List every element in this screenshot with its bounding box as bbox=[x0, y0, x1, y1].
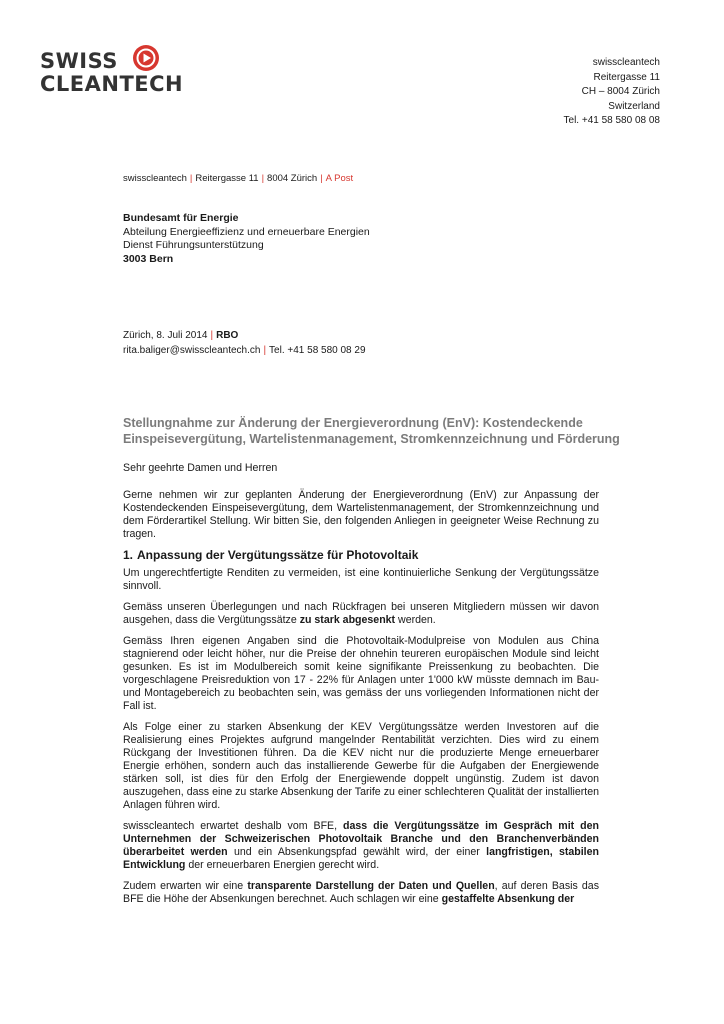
paragraph-6 bbox=[123, 880, 599, 906]
emphasis-run: transparente Darstellung der Daten und Quellen bbox=[247, 880, 495, 892]
return-address-line bbox=[123, 173, 353, 184]
sender-name: swisscleantech bbox=[592, 57, 660, 68]
date-line bbox=[123, 329, 366, 344]
emphasis-run: dass die Vergütungssätze im Gespräch mit den Unternehmen der Schweizerischen Photovoltaik Branche und den Branchenverbänden überarbeitet werden bbox=[123, 820, 599, 858]
emphasis-run: gestaffelte Absenkung der bbox=[441, 893, 575, 905]
initials: RBO bbox=[216, 330, 239, 341]
swiss-cleantech-logo bbox=[40, 50, 183, 96]
separator: | bbox=[320, 173, 323, 184]
separator: | bbox=[210, 330, 214, 341]
text-run: und ein Absenkungspfad gewählt wird, der einer bbox=[227, 846, 487, 858]
contact-phone: Tel. +41 58 580 08 29 bbox=[269, 344, 366, 356]
paragraph-1: Um ungerechtfertigte Renditen zu vermeiden, ist eine kontinuierliche Senkung der Vergütungssätze sinnvoll. bbox=[123, 567, 599, 592]
return-post-type: A Post bbox=[325, 173, 354, 184]
section-number: 1. bbox=[123, 548, 134, 562]
sender-phone: Tel. +41 58 580 08 08 bbox=[563, 115, 660, 126]
separator: | bbox=[263, 344, 267, 356]
paragraph-3: Gemäss Ihren eigenen Angaben sind die Photovoltaik-Modulpreise von Modulen aus China stagnierend oder leicht höher, nur die Preise der ohnehin teureren europäischen Module sind leicht gesunken. Es ist im Modulbereich somit keine signifikante Preissenkung zu beobachten. Die vorgeschlagene Preisreduktion von 17 - 22% für Anlagen unter 1'000 kW müsste demnach im Bau- und Montagebereich zu beobachten sein, was gemäss der uns vorliegenden Informationen nicht der Fall ist. bbox=[123, 635, 599, 712]
text-run: werden. bbox=[395, 614, 436, 626]
date-block bbox=[123, 329, 366, 358]
intro-paragraph: Gerne nehmen wir zur geplanten Änderung der Energieverordnung (EnV) zur Anpassung der Kostendeckenden Einspeisevergütung, dem Wartelistenmanagement, der Stromkennzeichnung und dem Förderartikel Stellung. Wir bitten Sie, den folgenden Anliegen in geeigneter Weise Rechnung zu tragen. bbox=[123, 489, 599, 540]
text-run: , auf deren Basis das BFE die Höhe der Absenkungen berechnet. Auch schlagen wir eine bbox=[123, 880, 599, 905]
logo-line-1: SWISS bbox=[40, 49, 118, 73]
sender-city: CH – 8004 Zürich bbox=[581, 86, 660, 97]
text-run: swisscleantech erwartet deshalb vom BFE, bbox=[123, 820, 344, 832]
separator: | bbox=[189, 173, 193, 184]
section-title: Anpassung der Vergütungssätze für Photovoltaik bbox=[137, 548, 419, 562]
salutation: Sehr geehrte Damen und Herren bbox=[123, 462, 278, 474]
sender-address bbox=[564, 56, 660, 129]
paragraph-2 bbox=[123, 601, 599, 627]
text-run: Gemäss unseren Überlegungen und nach Rückfragen bei unseren Mitgliedern müssen wir davon ausgehen, dass die Vergütungssätze bbox=[123, 601, 599, 626]
separator: | bbox=[261, 173, 265, 184]
paragraph-4: Als Folge einer zu starken Absenkung der KEV Vergütungssätze werden Investoren auf die Realisierung eines Projektes aufgrund mangelnder Rentabilität verzichten. Dies wird zu einem Rückgang der Investitionen führen. Da die KEV nicht nur die produzierte Menge erneuerbarer Energie erhöhen, sondern auch das installierende Gewerbe für die Aufgaben der Energiewende stärken soll, ist dies für den Erfolg der Energiewende doppelt ungünstig. Zudem ist davon auszugehen, dass eine zu starke Absenkung der Tarife zu einer schlechteren Qualität der installierten Anlagen führen wird. bbox=[123, 721, 599, 811]
text-run: der erneuerbaren Energien gerecht wird. bbox=[185, 859, 380, 871]
return-city: 8004 Zürich bbox=[267, 173, 318, 184]
emphasis-run: langfristigen, stabilen Entwicklung bbox=[123, 846, 599, 871]
contact-line bbox=[123, 344, 366, 359]
contact-email[interactable]: rita.baliger@swisscleantech.ch bbox=[123, 344, 261, 356]
recipient-department: Abteilung Energieeffizienz und erneuerbare Energien bbox=[123, 225, 370, 238]
paragraph-5 bbox=[123, 820, 599, 872]
emphasis-run: zu stark abgesenkt bbox=[299, 614, 396, 626]
letter-subject: Stellungnahme zur Änderung der Energieverordnung (EnV): Kostendeckende Einspeisevergütung, Wartelistenmanagement, Stromkennzeichnung und Förderung bbox=[123, 416, 620, 446]
recipient-office: Bundesamt für Energie bbox=[123, 212, 239, 224]
logo-line-2: CLEANTECH bbox=[40, 72, 184, 96]
recipient-service: Dienst Führungsunterstützung bbox=[123, 239, 264, 251]
sender-country: Switzerland bbox=[608, 100, 660, 112]
section-heading bbox=[123, 549, 599, 562]
return-name: swisscleantech bbox=[123, 173, 187, 184]
play-circle-icon bbox=[132, 44, 160, 72]
place-date: Zürich, 8. Juli 2014 bbox=[123, 330, 208, 341]
text-run: Zudem erwarten wir eine bbox=[123, 880, 248, 892]
recipient-city: 3003 Bern bbox=[123, 252, 174, 265]
return-street: Reitergasse 11 bbox=[195, 173, 259, 184]
recipient-address bbox=[123, 212, 370, 266]
sender-street: Reitergasse 11 bbox=[593, 71, 660, 83]
letter-body bbox=[123, 462, 599, 914]
